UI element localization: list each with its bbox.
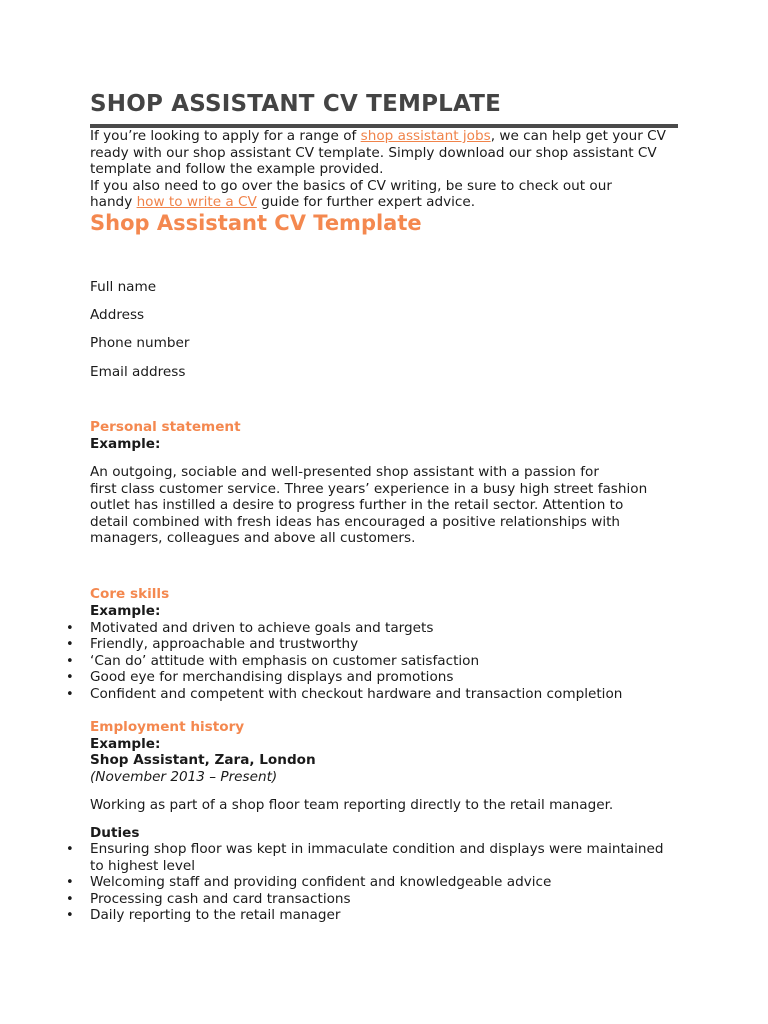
personal-line: An outgoing, sociable and well-presented shop assistant with a passion for (90, 464, 599, 480)
personal-line: managers, colleagues and above all customers. (90, 530, 416, 546)
personal-example-label: Example: (90, 436, 161, 452)
intro-line-3: template and follow the example provided. (90, 161, 384, 177)
personal-statement-heading: Personal statement (90, 419, 241, 435)
bullet-dot: • (66, 892, 74, 907)
bullet-dot: • (66, 670, 74, 685)
core-skill-item: Motivated and driven to achieve goals and targets (90, 620, 434, 636)
field-phone: Phone number (90, 335, 190, 351)
job-dates: (November 2013 – Present) (90, 769, 278, 785)
duty-item-continued: to highest level (90, 858, 196, 874)
intro-text: If you’re looking to apply for a range of (90, 128, 361, 144)
bullet-dot: • (66, 842, 74, 857)
personal-line: outlet has instilled a desire to progress further in the retail sector. Attention to (90, 497, 624, 513)
field-address: Address (90, 307, 145, 323)
template-heading: Shop Assistant CV Template (90, 211, 422, 235)
intro-text: guide for further expert advice. (256, 194, 476, 210)
page-title: SHOP ASSISTANT CV TEMPLATE (90, 91, 502, 117)
bullet-dot: • (66, 637, 74, 652)
duty-item: Daily reporting to the retail manager (90, 907, 341, 923)
core-skill-item: Good eye for merchandising displays and promotions (90, 669, 454, 685)
duty-item: Processing cash and card transactions (90, 891, 351, 907)
intro-line-5 (90, 194, 475, 211)
bullet-dot: • (66, 875, 74, 890)
job-role: Shop Assistant, Zara, London (90, 752, 316, 768)
personal-line: first class customer service. Three years’ experience in a busy high street fashion (90, 481, 648, 497)
shop-assistant-jobs-link[interactable]: shop assistant jobs (360, 128, 491, 144)
how-to-write-cv-link[interactable]: how to write a CV (136, 194, 257, 210)
core-skills-heading: Core skills (90, 586, 170, 602)
employment-history-heading: Employment history (90, 719, 245, 735)
intro-line-2: ready with our shop assistant CV template. Simply download our shop assistant CV (90, 145, 657, 161)
bullet-dot: • (66, 687, 74, 702)
field-full-name: Full name (90, 279, 157, 295)
core-example-label: Example: (90, 603, 161, 619)
duties-heading: Duties (90, 825, 140, 841)
duty-item: Ensuring shop floor was kept in immaculate condition and displays were maintained (90, 841, 664, 857)
intro-line-1 (90, 128, 666, 145)
bullet-dot: • (66, 908, 74, 923)
personal-line: detail combined with fresh ideas has encouraged a positive relationships with (90, 514, 621, 530)
core-skill-item: Confident and competent with checkout hardware and transaction completion (90, 686, 623, 702)
intro-text: , we can help get your CV (490, 128, 666, 144)
bullet-dot: • (66, 621, 74, 636)
field-email: Email address (90, 364, 186, 380)
intro-line-4: If you also need to go over the basics of CV writing, be sure to check out our (90, 178, 612, 194)
job-summary: Working as part of a shop floor team reporting directly to the retail manager. (90, 797, 614, 813)
duty-item: Welcoming staff and providing confident and knowledgeable advice (90, 874, 552, 890)
employment-example-label: Example: (90, 736, 161, 752)
core-skill-item: Friendly, approachable and trustworthy (90, 636, 359, 652)
core-skill-item: ‘Can do’ attitude with emphasis on customer satisfaction (90, 653, 480, 669)
intro-text: handy (90, 194, 137, 210)
bullet-dot: • (66, 654, 74, 669)
